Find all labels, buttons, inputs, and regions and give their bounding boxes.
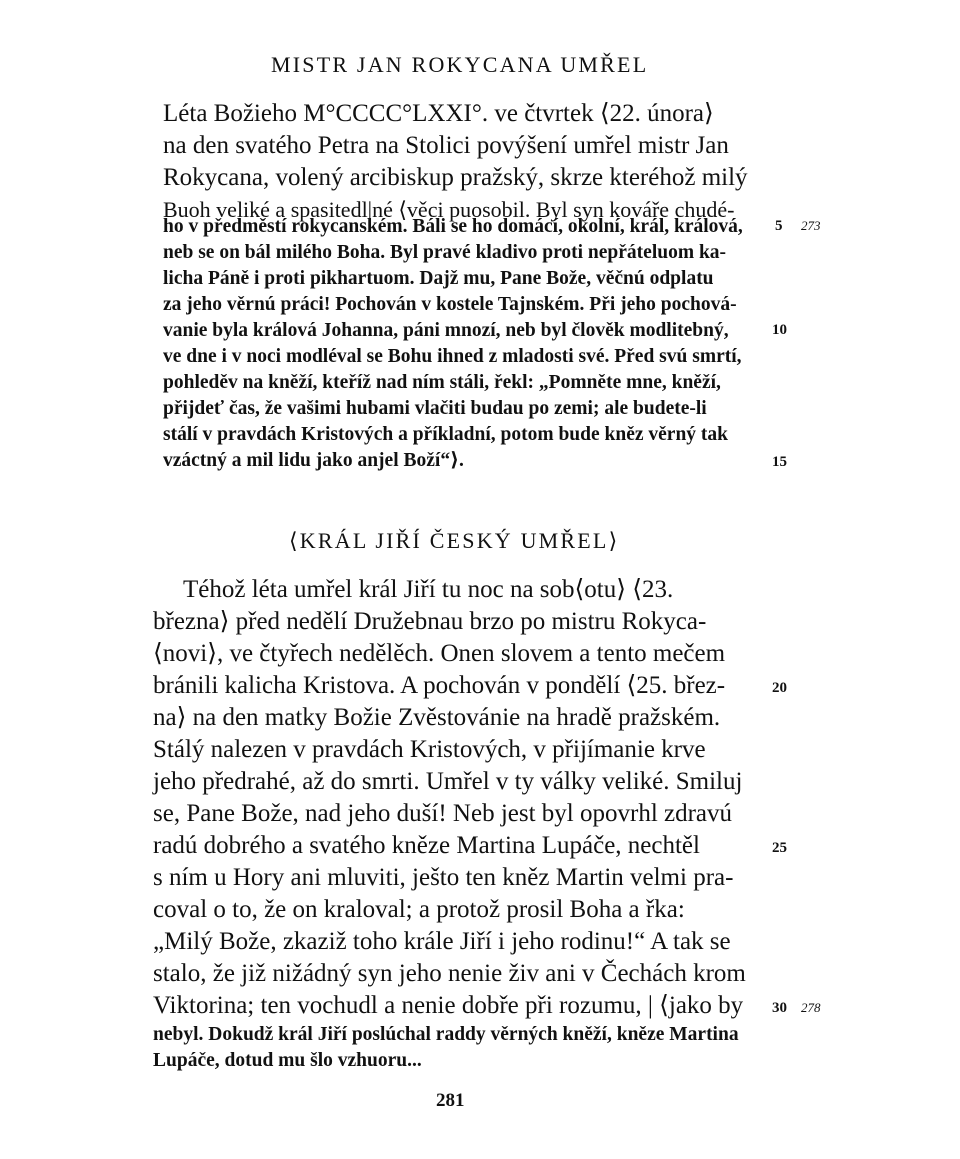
text-line: ho v předměstí rokycanském. Báli se ho domácí, okolní, král, králová, xyxy=(163,216,743,237)
text-line: nebyl. Dokudž král Jiří poslúchal raddy věrných kněží, kněze Martina xyxy=(153,1024,739,1045)
line-number: 25 xyxy=(772,840,787,856)
text-line: „Milý Bože, zkaziž toho krále Jiří i jeho rodinu!“ A tak se xyxy=(153,928,731,955)
section-title-rokycana: MISTR JAN ROKYCANA UMŘEL xyxy=(271,52,649,77)
text-line: přijdeť čas, že vašimi hubami vlačiti budau po zemi; ale budete-li xyxy=(163,398,707,419)
line-number: 15 xyxy=(772,454,787,470)
text-line: Rokycana, volený arcibiskup pražský, skrze kteréhož milý xyxy=(163,164,748,191)
text-line: jeho předrahé, až do smrti. Umřel v ty války veliké. Smiluj xyxy=(153,768,743,795)
text-line: ve dne i v noci modléval se Bohu ihned z mladosti své. Před svú smrtí, xyxy=(163,346,742,367)
text-line: Lupáče, dotud mu šlo vzhuoru... xyxy=(153,1050,422,1071)
text-line: na⟩ na den matky Božie Zvěstovánie na hradě pražském. xyxy=(153,704,721,731)
text-line: neb se on bál milého Boha. Byl pravé kladivo proti nepřáteluom ka- xyxy=(163,242,727,263)
source-page-ref: 278 xyxy=(801,1000,821,1015)
text-line: ⟨novi⟩, ve čtyřech nedělěch. Onen slovem a tento mečem xyxy=(153,640,726,667)
text-line: s ním u Hory ani mluviti, ješto ten kněz Martin velmi pra- xyxy=(153,864,734,891)
line-number: 5 xyxy=(775,218,783,234)
text-line: pohleděv na kněží, kteříž nad ním stáli, řekl: „Pomněte mne, kněží, xyxy=(163,372,721,393)
line-number: 10 xyxy=(772,322,787,338)
text-line: licha Páně i proti pikhartuom. Dajž mu, Pane Bože, věčnú odplatu xyxy=(163,268,714,289)
source-page-ref: 273 xyxy=(801,218,821,233)
text-line: za jeho věrnú práci! Pochován v kostele Tajnském. Při jeho pochová- xyxy=(163,294,737,315)
text-line: Téhož léta umřel král Jiří tu noc na sob⟨otu⟩ ⟨23. xyxy=(183,576,674,603)
line-number: 30 xyxy=(772,1000,787,1016)
text-line: Buoh veliké a spasitedl|né ⟨věci puosobil. Byl syn kováře chudé- xyxy=(163,197,735,222)
text-line: vzáctný a mil lidu jako anjel Boží“⟩. xyxy=(163,450,464,471)
line-number: 20 xyxy=(772,680,787,696)
text-line: se, Pane Bože, nad jeho duší! Neb jest byl opovrhl zdravú xyxy=(153,800,733,827)
page-number: 281 xyxy=(436,1090,465,1111)
text-line: na den svatého Petra na Stolici povýšení umřel mistr Jan xyxy=(163,132,729,159)
section-title-jiri: ⟨KRÁL JIŘÍ ČESKÝ UMŘEL⟩ xyxy=(289,528,620,553)
text-line: bránili kalicha Kristova. A pochován v pondělí ⟨25. břez- xyxy=(153,672,726,699)
text-line: Stálý nalezen v pravdách Kristových, v přijímanie krve xyxy=(153,736,706,763)
text-line: Viktorina; ten vochudl a nenie dobře při rozumu, | ⟨jako by xyxy=(153,992,744,1019)
text-line: stálí v pravdách Kristových a příkladní, potom bude kněz věrný tak xyxy=(163,424,729,445)
text-line: coval o to, že on kraloval; a protož prosil Boha a řka: xyxy=(153,896,685,923)
text-line: vanie byla králová Johanna, páni mnozí, neb byl člověk modlitebný, xyxy=(163,320,729,341)
text-line: radú dobrého a svatého kněze Martina Lupáče, nechtěl xyxy=(153,832,700,859)
text-line: Léta Božieho M°CCCC°LXXI°. ve čtvrtek ⟨22. února⟩ xyxy=(163,100,714,127)
text-line: března⟩ před nedělí Družebnau brzo po mistru Rokyca- xyxy=(153,608,707,635)
text-line: stalo, že již nižádný syn jeho nenie živ ani v Čechách krom xyxy=(153,960,746,987)
